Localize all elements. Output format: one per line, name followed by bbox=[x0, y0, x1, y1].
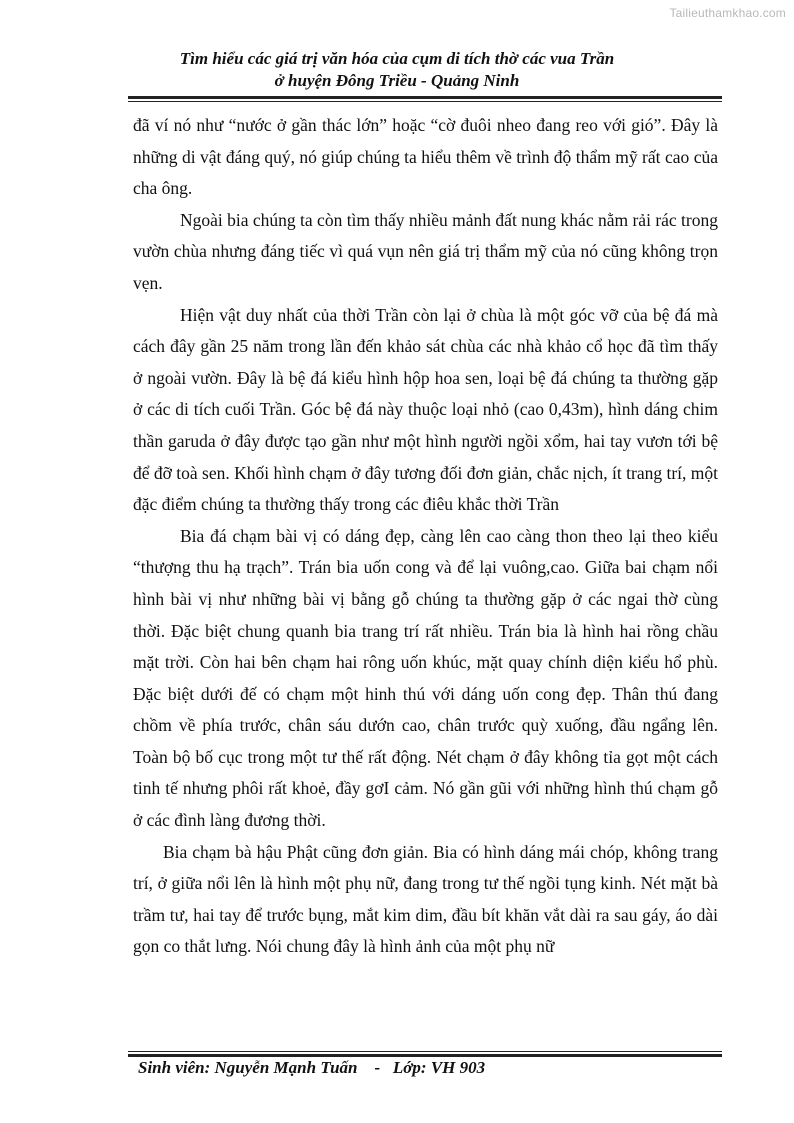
page-header bbox=[0, 48, 794, 92]
paragraph: Bia đá chạm bài vị có dáng đẹp, càng lên cao càng thon theo lại theo kiểu “thượng thu hạ trạch”. Trán bia uốn cong và để lại vuông,cao. Giữa bai chạm nổi hình bài vị như những bài vị bằng gỗ chúng ta thường gặp ở các ngai thờ cùng thời. Đặc biệt chung quanh bia trang trí rất nhiều. Trán bia là hình hai rồng chầu mặt trời. Còn hai bên chạm hai rông uốn khúc, mặt quay chính diện kiểu hổ phù. Đặc biệt dưới đế có chạm một hinh thú với dáng uốn cong đẹp. Thân thú đang chồm về phía trước, chân sáu dướn cao, chân trước quỳ xuống, đầu ngẩng lên. Toàn bộ bố cục trong một tư thế rất động. Nét chạm ở đây không tỉa gọt một cách tinh tế nhưng phôi rất khoẻ, đầy gơI cảm. Nó gần gũi với những hình thú chạm gỗ ở các đình làng đương thời. bbox=[133, 525, 718, 831]
footer-rule-thin bbox=[128, 1051, 722, 1052]
page-footer bbox=[138, 1057, 485, 1079]
footer-student: Sinh viên: Nguyễn Mạnh Tuấn bbox=[138, 1058, 358, 1077]
paragraph: Ngoài bia chúng ta còn tìm thấy nhiều mảnh đất nung khác nằm rải rác trong vườn chùa nhưng đáng tiếc vì quá vụn nên giá trị thẩm mỹ của nó cũng không trọn vẹn. bbox=[133, 209, 718, 293]
header-rule bbox=[128, 96, 722, 99]
paragraph: Bia chạm bà hậu Phật cũng đơn giản. Bia có hình dáng mái chóp, không trang trí, ở giữa nổi lên là hình một phụ nữ, đang trong tư thế ngồi tụng kinh. Nét mặt bà trầm tư, hai tay để trước bụng, mắt kim dim, đầu bít khăn vắt dài ra sau gáy, áo dài gọn co thắt lưng. Nói chung đây là hình ảnh của một phụ nữ bbox=[133, 841, 718, 957]
document-body bbox=[133, 110, 718, 963]
footer-separator: - bbox=[374, 1058, 381, 1077]
header-rule-thin bbox=[128, 101, 722, 102]
header-title-line-1: Tìm hiểu các giá trị văn hóa của cụm di tích thờ các vua Trần bbox=[179, 49, 615, 68]
header-title-line-2: ở huyện Đông Triều - Quảng Ninh bbox=[274, 71, 520, 90]
watermark: Tailieuthamkhao.com bbox=[669, 6, 786, 20]
paragraph: Hiện vật duy nhất của thời Trần còn lại ở chùa là một góc vỡ của bệ đá mà cách đây gần 25 năm trong lần đến khảo sát chùa các nhà khảo cổ học đã tìm thấy ở ngoài vườn. Đây là bệ đá kiểu hình hộp hoa sen, loại bệ đá chúng ta thường gặp ở các di tích cuối Trần. Góc bệ đá này thuộc loại nhỏ (cao 0,43m), hình dáng chim thần garuda ở đây được tạo gần như một hình người ngồi xổm, hai tay vươn tới bệ để đỡ toà sen. Khối hình chạm ở đây tương đối đơn giản, chắc nịch, ít trang trí, một đặc điểm chúng ta thường thấy trong các điêu khắc thời Trần bbox=[133, 304, 718, 515]
footer-class: Lớp: VH 903 bbox=[392, 1058, 486, 1077]
paragraph: đã ví nó như “nước ở gần thác lớn” hoặc “cờ đuôi nheo đang reo với gió”. Đây là những di vật đáng quý, nó giúp chúng ta hiểu thêm về trình độ thẩm mỹ rất cao của cha ông. bbox=[133, 115, 718, 199]
